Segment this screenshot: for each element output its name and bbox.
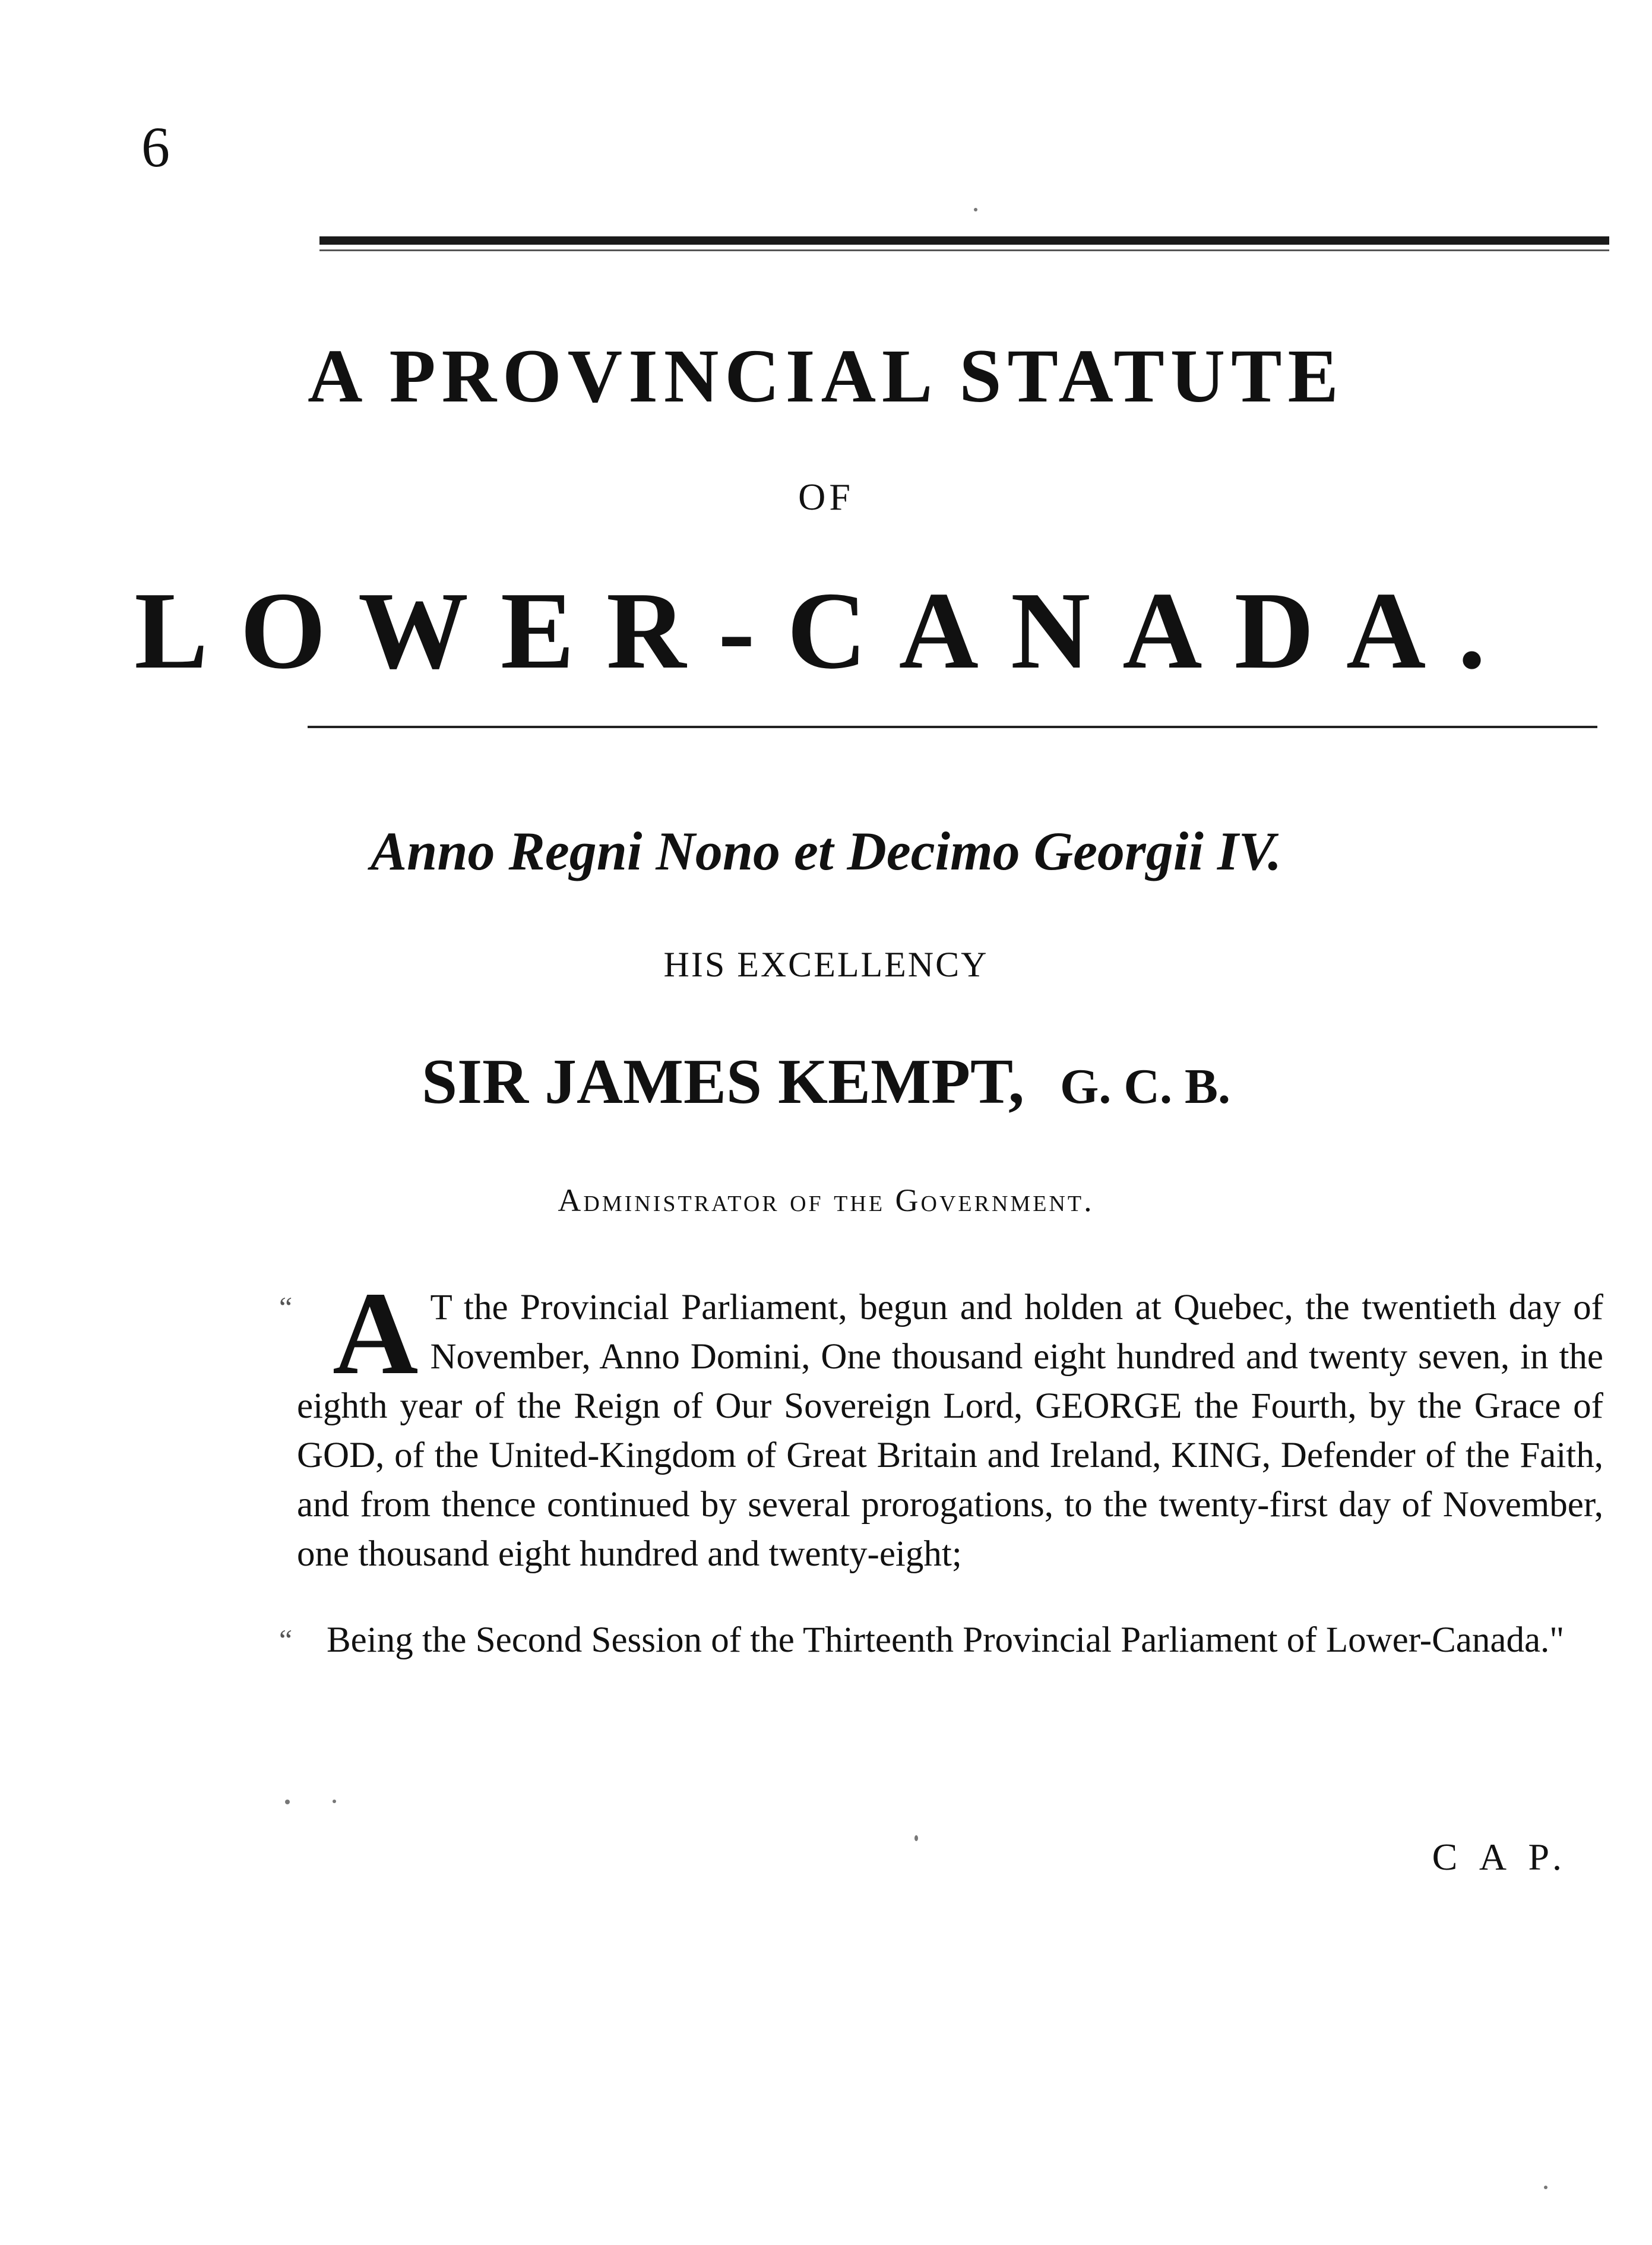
regnal-year: Anno Regni Nono et Decimo Georgii IV. <box>370 821 1282 881</box>
title-of: OF <box>798 476 854 518</box>
ink-speck <box>974 208 977 211</box>
title-lower-canada: LOWER-CANADA. <box>134 570 1518 692</box>
quote-mark: “ <box>279 1623 293 1656</box>
governor-name: SIR JAMES KEMPT, <box>421 1046 1025 1117</box>
top-thin-rule <box>319 249 1609 251</box>
drop-cap: A <box>333 1268 419 1399</box>
preamble-paragraph-1 <box>279 1268 1603 1579</box>
preamble-paragraph-2 <box>279 1615 1603 1665</box>
preamble-text-2: Being the Second Session of the Thirteenth Provincial Parliament of Lower-Canada." <box>327 1620 1565 1660</box>
quote-mark: “ <box>279 1291 293 1324</box>
governor-honours: G. C. B. <box>1060 1059 1231 1114</box>
administrator-title: Administrator of the Government. <box>558 1182 1094 1218</box>
governor-name-line <box>0 1045 1652 1119</box>
preamble-text-1: T the Provincial Parliament, begun and holden at Quebec, the twentieth day of November, Anno Domini, One thousand eight hundred and twenty seven, in the eighth year of the Reign of Our Sovereign Lord, GEORGE the Fourth, by the Grace of GOD, of the United-Kingdom of Great Britain and Ireland, KING, Defender of the Faith, and from thence continued by several prorogations, to the twenty-first day of November, one thousand eight hundred and twenty-eight; <box>297 1288 1603 1574</box>
his-excellency-heading: HIS EXCELLENCY <box>663 945 989 984</box>
catchword: C A P. <box>1432 1836 1569 1878</box>
title-provincial-statute: A PROVINCIAL STATUTE <box>308 334 1344 418</box>
page-number: 6 <box>141 115 170 179</box>
title-divider-rule <box>308 726 1597 728</box>
ink-speck <box>914 1835 918 1841</box>
top-thick-rule <box>319 236 1609 245</box>
ink-speck <box>333 1800 336 1803</box>
ink-speck <box>285 1800 290 1804</box>
ink-speck <box>1544 2186 1547 2189</box>
